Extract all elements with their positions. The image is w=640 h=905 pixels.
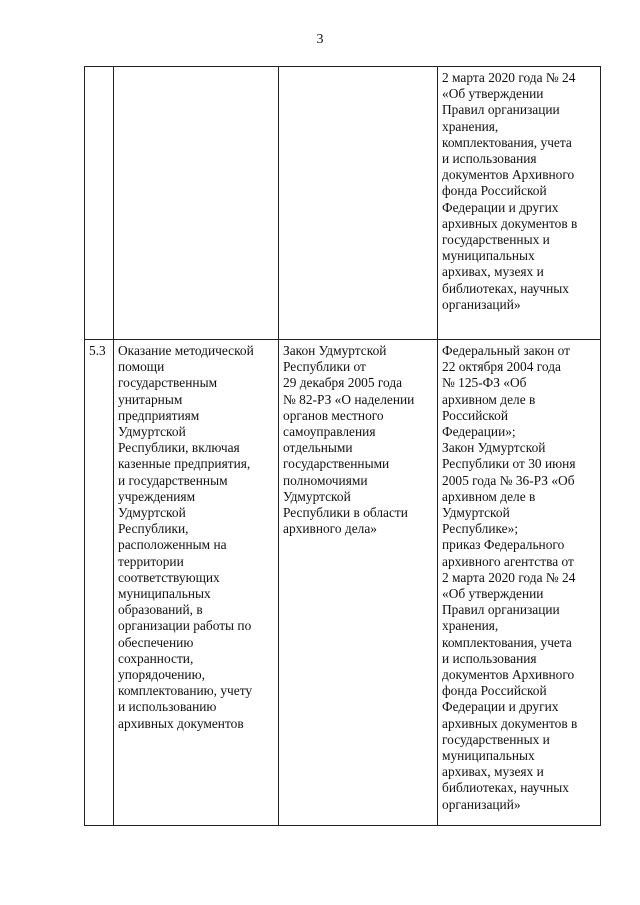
- row-number: 5.3: [89, 343, 106, 358]
- cell-federal-basis: [438, 67, 601, 340]
- regional-law-text: Закон Удмуртской Республики от 29 декабря 2005 года № 82-РЗ «О наделении органов местного самоуправления отдельными государственными полномочиями Удмуртской Республики в области архивного дела»: [283, 343, 415, 537]
- cell-number: [85, 340, 114, 826]
- cell-service: [114, 67, 279, 340]
- cell-regional-law: [279, 67, 438, 340]
- federal-basis-text: 2 марта 2020 года № 24 «Об утверждении Правил организации хранения, комплектования, учета и использования документов Архивного фонда Российской Федерации и других архивных документов в государственных и муниципальных архивах, музеях и библиотеках, научных организаций»: [442, 70, 578, 312]
- cell-federal-basis: [438, 340, 601, 826]
- cell-number: [85, 67, 114, 340]
- service-description: Оказание методической помощи государственным унитарным предприятиям Удмуртской Республики, включая казенные предприятия, и государственным учреждениям Удмуртской Республики, расположенным на территории соответствующих муниципальных образований, в организации работы по обеспечению сохранности, упорядочению, комплектованию, учету и использованию архивных документов: [118, 343, 254, 731]
- cell-regional-law: [279, 340, 438, 826]
- document-table: [84, 66, 601, 826]
- table-row-5-3: [85, 340, 601, 826]
- table-row-continued: [85, 67, 601, 340]
- page-number: 3: [316, 32, 324, 47]
- federal-basis-text: Федеральный закон от 22 октября 2004 года № 125-ФЗ «Об архивном деле в Российской Федерации»; Закон Удмуртской Республики от 30 июня 2005 года № 36-РЗ «Об архивном деле в Удмуртской Республике»; приказ Федерального архивного агентства от 2 марта 2020 года № 24 «Об утверждении Правил организации хранения, комплектования, учета и использования документов Архивного фонда Российской Федерации и других архивных документов в государственных и муниципальных архивах, музеях и библиотеках, научных организаций»: [442, 343, 578, 812]
- cell-service: [114, 340, 279, 826]
